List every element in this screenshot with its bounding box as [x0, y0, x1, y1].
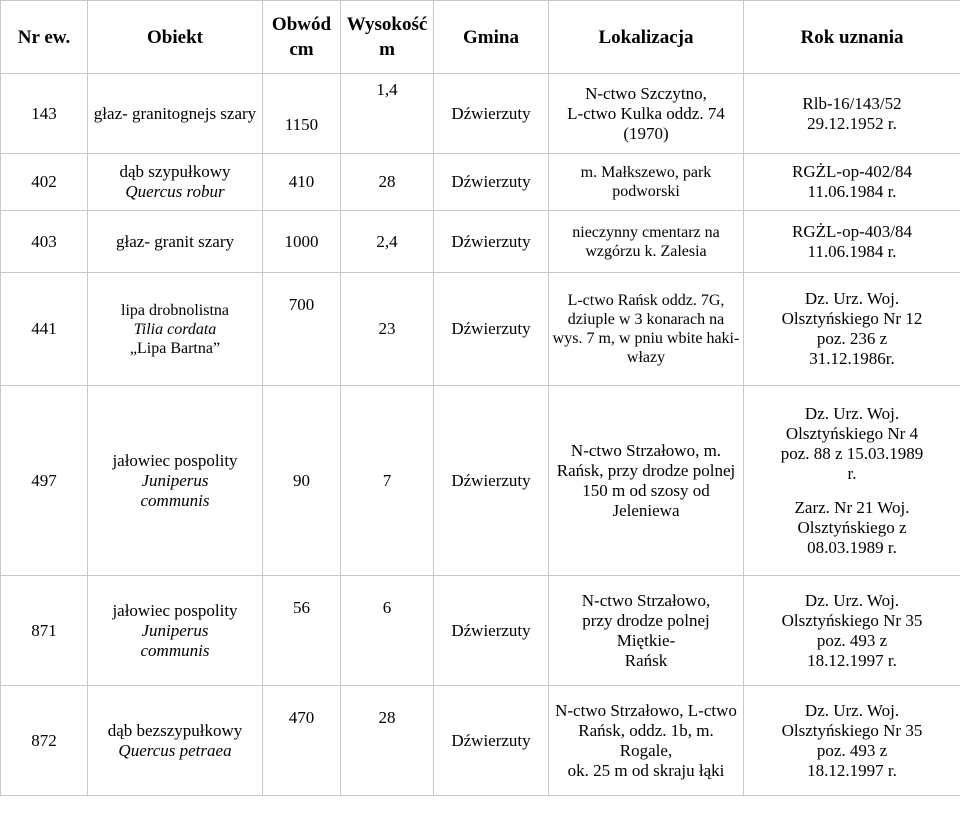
- table-row: [1, 686, 960, 796]
- cell-gmina: Dźwierzuty: [434, 154, 549, 211]
- header-lokalizacja: Lokalizacja: [549, 1, 744, 74]
- cell-obwod: 700: [263, 273, 341, 386]
- cell-gmina: Dźwierzuty: [434, 386, 549, 576]
- species-name: lipa drobnolistna: [121, 301, 229, 319]
- cell-wysokosc: 7: [341, 386, 434, 576]
- table-row: [1, 273, 960, 386]
- cell-nr: 441: [1, 273, 88, 386]
- cell-lokalizacja: m. Małkszewo, park podworski: [549, 154, 744, 211]
- cell-wysokosc: 6: [341, 576, 434, 686]
- cell-obwod: 1000: [263, 211, 341, 273]
- cell-rok: [744, 386, 960, 576]
- species-name: dąb szypułkowy: [119, 162, 231, 181]
- cell-nr: 402: [1, 154, 88, 211]
- cell-obiekt: [88, 576, 263, 686]
- cell-wysokosc: 1,4: [341, 74, 434, 154]
- cell-gmina: Dźwierzuty: [434, 686, 549, 796]
- cell-obwod: 56: [263, 576, 341, 686]
- cell-lokalizacja: N-ctwo Szczytno, L-ctwo Kulka oddz. 74 (1970): [549, 74, 744, 154]
- cell-lokalizacja: N-ctwo Strzałowo, m. Rańsk, przy drodze polnej 150 m od szosy od Jeleniewa: [549, 386, 744, 576]
- cell-obiekt: [88, 686, 263, 796]
- cell-rok: Dz. Urz. Woj. Olsztyńskiego Nr 35 poz. 493 z 18.12.1997 r.: [744, 686, 960, 796]
- rok-entry: Zarz. Nr 21 Woj. Olsztyńskiego z 08.03.1989 r.: [794, 497, 910, 557]
- species-name: dąb bezszypułkowy: [107, 720, 243, 740]
- species-name: jałowiec pospolity: [112, 600, 238, 620]
- header-nr: Nr ew.: [1, 1, 88, 74]
- latin-name: Quercus petraea: [118, 740, 232, 760]
- cell-obiekt: głaz- granitognejs szary: [88, 74, 263, 154]
- cell-wysokosc: 28: [341, 686, 434, 796]
- cell-nr: 871: [1, 576, 88, 686]
- cell-gmina: Dźwierzuty: [434, 273, 549, 386]
- latin-name: Quercus robur: [125, 182, 225, 201]
- monument-name: „Lipa Bartna”: [129, 339, 221, 357]
- header-obiekt: Obiekt: [88, 1, 263, 74]
- cell-obiekt: głaz- granit szary: [88, 211, 263, 273]
- cell-rok: RGŻL-op-402/84 11.06.1984 r.: [744, 154, 960, 211]
- cell-nr: 143: [1, 74, 88, 154]
- cell-obiekt: [88, 273, 263, 386]
- table-row: [1, 576, 960, 686]
- header-wysokosc-label: Wysokość: [346, 14, 428, 35]
- header-rok: Rok uznania: [744, 1, 960, 74]
- header-obwod-unit: cm: [289, 39, 314, 60]
- cell-obiekt: [88, 386, 263, 576]
- header-obwod: [263, 1, 341, 74]
- cell-rok: Dz. Urz. Woj. Olsztyńskiego Nr 35 poz. 493 z 18.12.1997 r.: [744, 576, 960, 686]
- latin-name: Juniperus communis: [140, 620, 210, 660]
- header-obwod-label: Obwód: [271, 14, 332, 35]
- cell-wysokosc: 23: [341, 273, 434, 386]
- cell-obwod: 1150: [263, 74, 341, 154]
- cell-nr: 872: [1, 686, 88, 796]
- cell-wysokosc: 2,4: [341, 211, 434, 273]
- cell-lokalizacja: nieczynny cmentarz na wzgórzu k. Zalesia: [549, 211, 744, 273]
- cell-obiekt: [88, 154, 263, 211]
- table-row: [1, 386, 960, 576]
- cell-nr: 403: [1, 211, 88, 273]
- latin-name: Juniperus communis: [140, 470, 210, 510]
- cell-gmina: Dźwierzuty: [434, 576, 549, 686]
- header-wysokosc-unit: m: [379, 39, 395, 60]
- header-row: [1, 1, 960, 74]
- header-gmina: Gmina: [434, 1, 549, 74]
- table-row: [1, 211, 960, 273]
- latin-name: Tilia cordata: [133, 320, 217, 338]
- cell-gmina: Dźwierzuty: [434, 211, 549, 273]
- cell-lokalizacja: N-ctwo Strzałowo, L-ctwo Rańsk, oddz. 1b, m. Rogale, ok. 25 m od skraju łąki: [549, 686, 744, 796]
- cell-obwod: 470: [263, 686, 341, 796]
- species-name: jałowiec pospolity: [112, 450, 238, 470]
- cell-lokalizacja: L-ctwo Rańsk oddz. 7G, dziuple w 3 konarach na wys. 7 m, w pniu wbite haki- włazy: [549, 273, 744, 386]
- header-wysokosc: [341, 1, 434, 74]
- rok-entry: Dz. Urz. Woj. Olsztyńskiego Nr 4 poz. 88 z 15.03.1989 r.: [780, 403, 924, 483]
- cell-nr: 497: [1, 386, 88, 576]
- cell-obwod: 410: [263, 154, 341, 211]
- cell-gmina: Dźwierzuty: [434, 74, 549, 154]
- cell-rok: RGŻL-op-403/84 11.06.1984 r.: [744, 211, 960, 273]
- cell-lokalizacja: N-ctwo Strzałowo, przy drodze polnej Miętkie- Rańsk: [549, 576, 744, 686]
- table-row: [1, 154, 960, 211]
- cell-wysokosc: 28: [341, 154, 434, 211]
- cell-obwod: 90: [263, 386, 341, 576]
- cell-rok: Dz. Urz. Woj. Olsztyńskiego Nr 12 poz. 236 z 31.12.1986r.: [744, 273, 960, 386]
- cell-rok: Rlb-16/143/52 29.12.1952 r.: [744, 74, 960, 154]
- table-row: [1, 74, 960, 154]
